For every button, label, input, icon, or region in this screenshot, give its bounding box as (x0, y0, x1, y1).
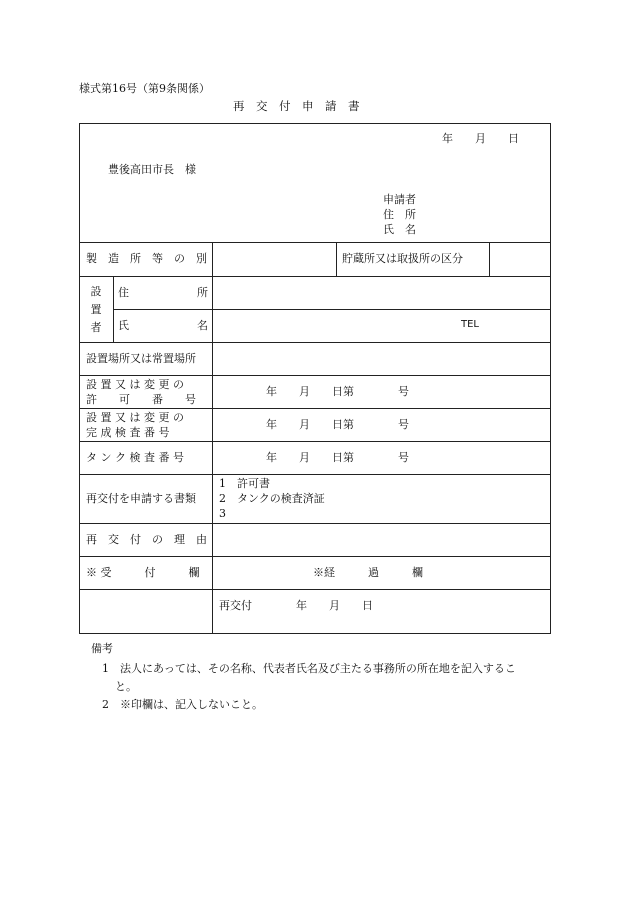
installer-label-1: 設 (90, 285, 102, 298)
reception-label: ※ 受 付 欄 (86, 566, 200, 579)
applicant-label: 申請者 (383, 193, 416, 206)
page-title: 再 交 付 申 請 書 (233, 99, 360, 113)
applicant-address-label: 住 所 (383, 208, 416, 221)
note-1-continued: と。 (115, 680, 137, 693)
form-number: 様式第16号（第9条関係） (79, 82, 210, 95)
installer-address-label-b: 所 (197, 286, 208, 299)
location-label: 設置場所又は常置場所 (86, 352, 196, 365)
tel-label: TEL (461, 319, 479, 330)
note-1: 1 法人にあっては、その名称、代表者氏名及び主たる事務所の所在地を記入するこ (102, 662, 516, 675)
installer-name-label-a: 氏 (118, 319, 129, 332)
installer-label-2: 置 (90, 303, 102, 316)
document-label: 再交付を申請する書類 (86, 492, 196, 505)
document-item-1: 1 許可書 (219, 477, 270, 490)
document-item-2: 2 タンクの検査済証 (219, 492, 325, 505)
notes-heading: 備考 (91, 642, 113, 655)
completion-label-line1: 設 置 又 は 変 更 の (86, 411, 184, 424)
permit-label-line1: 設 置 又 は 変 更 の (86, 378, 184, 391)
reissue-date: 再交付 年 月 日 (219, 599, 373, 612)
installer-label-3: 者 (90, 321, 102, 334)
completion-date-number: 年 月 日第 号 (266, 418, 409, 431)
progress-label: ※経 過 欄 (313, 566, 423, 579)
permit-date-number: 年 月 日第 号 (266, 385, 409, 398)
installer-name-label-b: 名 (197, 319, 208, 332)
completion-label-line2: 完 成 検 査 番 号 (86, 426, 170, 439)
reason-label: 再 交 付 の 理 由 (86, 533, 207, 546)
date-line: 年 月 日 (442, 132, 519, 145)
note-2: 2 ※印欄は、記入しないこと。 (102, 698, 263, 711)
facility-type-label: 製 造 所 等 の 別 (86, 252, 207, 265)
permit-label-line2: 許 可 番 号 (86, 393, 196, 406)
applicant-name-label: 氏 名 (383, 223, 416, 236)
storage-type-label: 貯蔵所又は取扱所の区分 (342, 252, 463, 265)
document-item-3: 3 (219, 507, 226, 520)
installer-address-label-a: 住 (118, 286, 129, 299)
tank-date-number: 年 月 日第 号 (266, 451, 409, 464)
tank-number-label: タ ン ク 検 査 番 号 (86, 451, 184, 464)
addressee: 豊後高田市長 様 (108, 163, 196, 176)
application-form (79, 123, 551, 634)
